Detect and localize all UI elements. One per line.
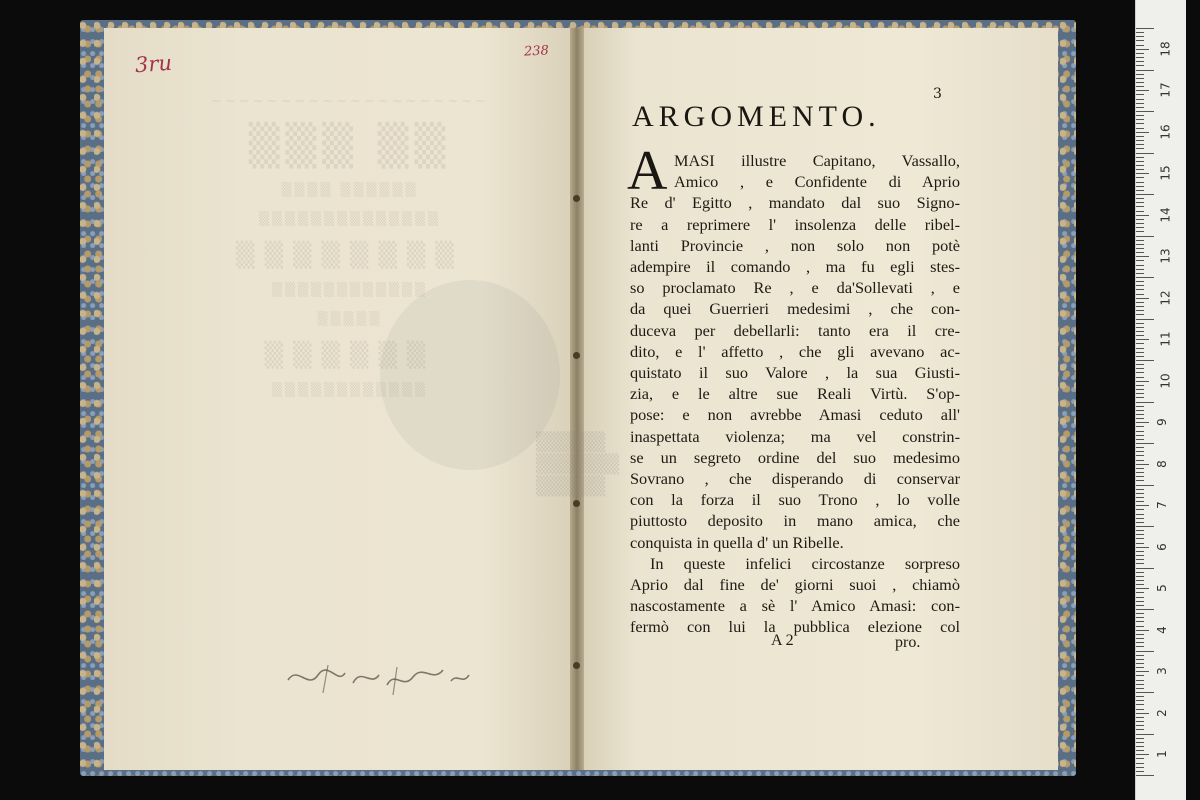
ruler-tick bbox=[1136, 464, 1149, 465]
text-line: con la forza il suo Trono , lo volle bbox=[630, 490, 960, 510]
measurement-ruler bbox=[1135, 0, 1186, 800]
ruler-tick bbox=[1136, 140, 1144, 141]
ruler-tick bbox=[1136, 555, 1144, 556]
ruler-tick bbox=[1136, 161, 1144, 162]
binding-stitch bbox=[573, 662, 580, 669]
ruler-tick bbox=[1136, 339, 1149, 340]
ruler-tick bbox=[1136, 331, 1144, 332]
ruler-tick bbox=[1136, 568, 1154, 569]
ruler-tick bbox=[1136, 53, 1144, 54]
ruler-tick bbox=[1136, 418, 1144, 419]
ruler-tick bbox=[1136, 704, 1144, 705]
ruler-tick bbox=[1136, 314, 1144, 315]
ruler-number: 5 bbox=[1154, 584, 1169, 593]
ruler-tick bbox=[1136, 310, 1144, 311]
ruler-tick bbox=[1136, 667, 1144, 668]
ruler-tick bbox=[1136, 605, 1144, 606]
ruler-tick bbox=[1136, 186, 1144, 187]
ruler-tick bbox=[1136, 684, 1144, 685]
page-heading: ARGOMENTO. bbox=[632, 100, 881, 133]
ruler-tick bbox=[1136, 215, 1149, 216]
ruler-tick bbox=[1136, 256, 1149, 257]
ruler-tick bbox=[1136, 244, 1144, 245]
ruler-tick bbox=[1136, 49, 1149, 50]
ruler-tick bbox=[1136, 182, 1144, 183]
ruler-tick bbox=[1136, 489, 1144, 490]
ruler-number: 15 bbox=[1158, 165, 1173, 181]
ruler-tick bbox=[1136, 86, 1144, 87]
ruler-tick bbox=[1136, 460, 1144, 461]
ruler-tick bbox=[1136, 547, 1149, 548]
ruler-number: 14 bbox=[1158, 207, 1173, 223]
ruler-tick bbox=[1136, 709, 1144, 710]
text-line: Sovrano , che disperando di conservar bbox=[630, 469, 960, 489]
ruler-tick bbox=[1136, 505, 1149, 506]
ruler-tick bbox=[1136, 190, 1144, 191]
watermark-text: ▒▒▒▒▒ ▒▒▒▒▒▒ ▒▒▒▒▒ bbox=[536, 432, 620, 497]
text-line: inaspettata violenza; ma vel constrin- bbox=[630, 426, 960, 446]
ruler-number: 17 bbox=[1158, 82, 1173, 98]
ruler-tick bbox=[1136, 269, 1144, 270]
ruler-tick bbox=[1136, 223, 1144, 224]
text-line: piuttosto deposito in mano amica, che bbox=[630, 511, 960, 531]
ruler-tick bbox=[1136, 128, 1144, 129]
ruler-tick bbox=[1136, 588, 1149, 589]
ruler-tick bbox=[1136, 688, 1144, 689]
ruler-tick bbox=[1136, 377, 1144, 378]
ruler-tick bbox=[1136, 343, 1144, 344]
ruler-number: 8 bbox=[1154, 459, 1169, 468]
text-line: da quei Guerrieri medesimi , che con- bbox=[630, 299, 960, 319]
ruler-tick bbox=[1136, 663, 1144, 664]
ruler-tick bbox=[1136, 393, 1144, 394]
ruler-tick bbox=[1136, 277, 1154, 278]
ruler-tick bbox=[1136, 680, 1144, 681]
ruler-tick bbox=[1136, 592, 1144, 593]
ruler-number: 9 bbox=[1154, 418, 1169, 427]
ruler-tick bbox=[1136, 651, 1154, 652]
ruler-tick bbox=[1136, 323, 1144, 324]
ruler-tick bbox=[1136, 231, 1144, 232]
ruler-tick bbox=[1136, 775, 1154, 776]
ruler-tick bbox=[1136, 692, 1154, 693]
ruler-tick bbox=[1136, 153, 1154, 154]
ruler-tick bbox=[1136, 294, 1144, 295]
ruler-tick bbox=[1136, 410, 1144, 411]
ruler-tick bbox=[1136, 206, 1144, 207]
ruler-tick bbox=[1136, 738, 1144, 739]
ruler-tick bbox=[1136, 422, 1149, 423]
text-line: re a reprimere l' insolenza delle ribel- bbox=[630, 214, 960, 234]
catchword: pro. bbox=[895, 634, 921, 651]
ruler-tick bbox=[1136, 123, 1144, 124]
ruler-tick bbox=[1136, 360, 1154, 361]
binding-stitch bbox=[573, 195, 580, 202]
ruler-tick bbox=[1136, 646, 1144, 647]
binding-stitch bbox=[573, 500, 580, 507]
ruler-tick bbox=[1136, 746, 1144, 747]
ruler-tick bbox=[1136, 327, 1144, 328]
ruler-tick bbox=[1136, 40, 1144, 41]
ruler-tick bbox=[1136, 107, 1144, 108]
ruler-tick bbox=[1136, 534, 1144, 535]
text-line: Re d' Egitto , mandato dal suo Signo- bbox=[630, 193, 960, 213]
library-watermark bbox=[380, 280, 560, 470]
text-line: nascostamente a sè l' Amico Amasi: con- bbox=[630, 596, 960, 616]
ruler-tick bbox=[1136, 202, 1144, 203]
ruler-tick bbox=[1136, 219, 1144, 220]
ruler-tick bbox=[1136, 119, 1144, 120]
ruler-number: 12 bbox=[1158, 290, 1173, 306]
ruler-tick bbox=[1136, 501, 1144, 502]
ruler-tick bbox=[1136, 493, 1144, 494]
ruler-tick bbox=[1136, 70, 1154, 71]
ruler-tick bbox=[1136, 177, 1144, 178]
ruler-tick bbox=[1136, 115, 1144, 116]
ruler-tick bbox=[1136, 356, 1144, 357]
ruler-tick bbox=[1136, 526, 1154, 527]
ruler-tick bbox=[1136, 514, 1144, 515]
ruler-tick bbox=[1136, 302, 1144, 303]
ruler-tick bbox=[1136, 352, 1144, 353]
ruler-tick bbox=[1136, 389, 1144, 390]
ruler-tick bbox=[1136, 273, 1144, 274]
ruler-tick bbox=[1136, 538, 1144, 539]
ruler-tick bbox=[1136, 597, 1144, 598]
ruler-tick bbox=[1136, 194, 1154, 195]
ruler-tick bbox=[1136, 414, 1144, 415]
ruler-tick bbox=[1136, 451, 1144, 452]
ruler-tick bbox=[1136, 61, 1144, 62]
ruler-tick bbox=[1136, 767, 1144, 768]
handwritten-note-top-left: 3ru bbox=[134, 50, 173, 78]
ruler-tick bbox=[1136, 725, 1144, 726]
ruler-tick bbox=[1136, 447, 1144, 448]
ruler-tick bbox=[1136, 626, 1144, 627]
ruler-tick bbox=[1136, 285, 1144, 286]
ruler-tick bbox=[1136, 132, 1149, 133]
ruler-tick bbox=[1136, 82, 1144, 83]
ruler-tick bbox=[1136, 281, 1144, 282]
ruler-tick bbox=[1136, 169, 1144, 170]
ruler-tick bbox=[1136, 397, 1144, 398]
ruler-tick bbox=[1136, 335, 1144, 336]
ruler-tick bbox=[1136, 260, 1144, 261]
ruler-tick bbox=[1136, 65, 1144, 66]
ruler-tick bbox=[1136, 613, 1144, 614]
text-line: dito, e l' affetto , che gli avevano ac- bbox=[630, 341, 960, 361]
ruler-tick bbox=[1136, 90, 1149, 91]
ruler-tick bbox=[1136, 717, 1144, 718]
ruler-tick bbox=[1136, 36, 1144, 37]
ruler-tick bbox=[1136, 136, 1144, 137]
ruler-number: 11 bbox=[1158, 331, 1173, 347]
ruler-number: 16 bbox=[1158, 124, 1173, 140]
ruler-tick bbox=[1136, 580, 1144, 581]
ruler-tick bbox=[1136, 572, 1144, 573]
ruler-tick bbox=[1136, 45, 1144, 46]
page-number: 3 bbox=[933, 86, 942, 102]
handwritten-note-top-right: 238 bbox=[523, 43, 550, 60]
ruler-tick bbox=[1136, 211, 1144, 212]
ruler-tick bbox=[1136, 771, 1144, 772]
ruler-tick bbox=[1136, 497, 1144, 498]
ruler-tick bbox=[1136, 248, 1144, 249]
ruler-tick bbox=[1136, 576, 1144, 577]
ruler-tick bbox=[1136, 472, 1144, 473]
ruler-tick bbox=[1136, 530, 1144, 531]
ruler-tick bbox=[1136, 227, 1144, 228]
ruler-tick bbox=[1136, 721, 1144, 722]
ruler-number: 6 bbox=[1154, 542, 1169, 551]
ruler-tick bbox=[1136, 28, 1154, 29]
ruler-tick bbox=[1136, 157, 1144, 158]
ruler-tick bbox=[1136, 144, 1144, 145]
show-through-ghost: ~~~~~~~~~~~~~~~~~~~~ ▒▒▒ ▒▒ ▒▒▒▒ ▒▒▒▒▒▒ ▒▒▒▒▒▒▒▒▒▒▒▒▒▒ ▒▒▒▒▒▒▒▒ ▒▒▒▒▒▒▒▒▒▒▒▒ ▒▒▒▒▒ ▒▒▒▒▒▒ ▒▒▒▒▒▒▒▒▒▒▒▒ bbox=[211, 94, 489, 398]
ruler-tick bbox=[1136, 252, 1144, 253]
text-line: Aprio dal fine de' giorni suoi , chiamò bbox=[630, 575, 960, 595]
ruler-tick bbox=[1136, 638, 1144, 639]
ruler-tick bbox=[1136, 236, 1154, 237]
ruler-tick bbox=[1136, 630, 1149, 631]
ruler-tick bbox=[1136, 289, 1144, 290]
ruler-tick bbox=[1136, 306, 1144, 307]
ruler-tick bbox=[1136, 476, 1144, 477]
ruler-number: 10 bbox=[1158, 373, 1173, 389]
ruler-tick bbox=[1136, 659, 1144, 660]
binding-stitch bbox=[573, 352, 580, 359]
ruler-tick bbox=[1136, 148, 1144, 149]
ruler-tick bbox=[1136, 435, 1144, 436]
ruler-tick bbox=[1136, 298, 1149, 299]
ruler-tick bbox=[1136, 431, 1144, 432]
ruler-number: 3 bbox=[1154, 667, 1169, 676]
ruler-tick bbox=[1136, 734, 1154, 735]
ruler-tick bbox=[1136, 563, 1144, 564]
ruler-tick bbox=[1136, 584, 1144, 585]
ruler-tick bbox=[1136, 509, 1144, 510]
ruler-tick bbox=[1136, 621, 1144, 622]
book-gutter bbox=[570, 28, 584, 770]
ruler-tick bbox=[1136, 57, 1144, 58]
ruler-tick bbox=[1136, 426, 1144, 427]
ruler-tick bbox=[1136, 559, 1144, 560]
ruler-tick bbox=[1136, 439, 1144, 440]
ruler-tick bbox=[1136, 348, 1144, 349]
ruler-number: 4 bbox=[1154, 625, 1169, 634]
ruler-tick bbox=[1136, 198, 1144, 199]
ruler-tick bbox=[1136, 402, 1154, 403]
ruler-tick bbox=[1136, 173, 1149, 174]
ruler-tick bbox=[1136, 111, 1154, 112]
ruler-tick bbox=[1136, 265, 1144, 266]
ruler-tick bbox=[1136, 696, 1144, 697]
ruler-number: 7 bbox=[1154, 501, 1169, 510]
ruler-tick bbox=[1136, 713, 1149, 714]
ruler-tick bbox=[1136, 642, 1144, 643]
ruler-tick bbox=[1136, 406, 1144, 407]
ruler-tick bbox=[1136, 381, 1149, 382]
ruler-tick bbox=[1136, 364, 1144, 365]
ruler-number: 1 bbox=[1154, 750, 1169, 759]
ruler-tick bbox=[1136, 700, 1144, 701]
signature-mark: A 2 bbox=[771, 632, 794, 649]
text-line: quistato il suo Valore , la sua Giusti- bbox=[630, 363, 960, 383]
ruler-tick bbox=[1136, 634, 1144, 635]
text-line: pose: e non avrebbe Amasi ceduto all' bbox=[630, 405, 960, 425]
ruler-tick bbox=[1136, 601, 1144, 602]
ruler-tick bbox=[1136, 609, 1154, 610]
ruler-number: 13 bbox=[1158, 248, 1173, 264]
ruler-tick bbox=[1136, 617, 1144, 618]
text-line: conquista in quella d' un Ribelle. bbox=[630, 532, 844, 552]
text-line: adempire il comando , ma fu egli stes- bbox=[630, 257, 960, 277]
ruler-tick bbox=[1136, 240, 1144, 241]
ruler-tick bbox=[1136, 385, 1144, 386]
text-line: se un segreto ordine del suo medesimo bbox=[630, 447, 960, 467]
text-line: In queste infelici circostanze sorpreso bbox=[650, 553, 960, 573]
text-line: Amico , e Confidente di Aprio bbox=[674, 172, 960, 192]
text-line: duceva per debellarli: tanto era il cre- bbox=[630, 320, 960, 340]
drop-cap: A bbox=[627, 140, 668, 202]
ruler-tick bbox=[1136, 655, 1144, 656]
ruler-tick bbox=[1136, 372, 1144, 373]
ruler-tick bbox=[1136, 78, 1144, 79]
ruler-number: 2 bbox=[1154, 708, 1169, 717]
ruler-tick bbox=[1136, 99, 1144, 100]
ruler-tick bbox=[1136, 518, 1144, 519]
ruler-tick bbox=[1136, 74, 1144, 75]
text-line: MASI illustre Capitano, Vassallo, bbox=[674, 151, 960, 170]
ruler-tick bbox=[1136, 480, 1144, 481]
ruler-tick bbox=[1136, 763, 1144, 764]
text-line: fermò con lui la pubblica elezione col bbox=[630, 617, 960, 637]
ruler-tick bbox=[1136, 485, 1154, 486]
body-text bbox=[630, 150, 960, 638]
text-line: lanti Provincie , non solo non potè bbox=[630, 235, 960, 255]
ruler-tick bbox=[1136, 742, 1144, 743]
ruler-tick bbox=[1136, 455, 1144, 456]
ruler-number: 18 bbox=[1158, 41, 1173, 57]
ruler-tick bbox=[1136, 551, 1144, 552]
ruler-tick bbox=[1136, 729, 1144, 730]
ruler-tick bbox=[1136, 671, 1149, 672]
ruler-tick bbox=[1136, 758, 1144, 759]
text-line: so proclamato Re , e da'Sollevati , e bbox=[630, 278, 960, 298]
ruler-tick bbox=[1136, 443, 1154, 444]
text-line: zia, e le altre sue Reali Virtù. S'op- bbox=[630, 384, 960, 404]
ruler-tick bbox=[1136, 368, 1144, 369]
ruler-tick bbox=[1136, 754, 1149, 755]
ruler-tick bbox=[1136, 165, 1144, 166]
ruler-tick bbox=[1136, 522, 1144, 523]
ruler-tick bbox=[1136, 675, 1144, 676]
ruler-tick bbox=[1136, 32, 1144, 33]
ruler-tick bbox=[1136, 319, 1154, 320]
ruler-tick bbox=[1136, 468, 1144, 469]
mirrored-signature-bleedthrough bbox=[283, 655, 473, 700]
ruler-tick bbox=[1136, 750, 1144, 751]
ruler-tick bbox=[1136, 543, 1144, 544]
ruler-tick bbox=[1136, 94, 1144, 95]
ruler-tick bbox=[1136, 103, 1144, 104]
